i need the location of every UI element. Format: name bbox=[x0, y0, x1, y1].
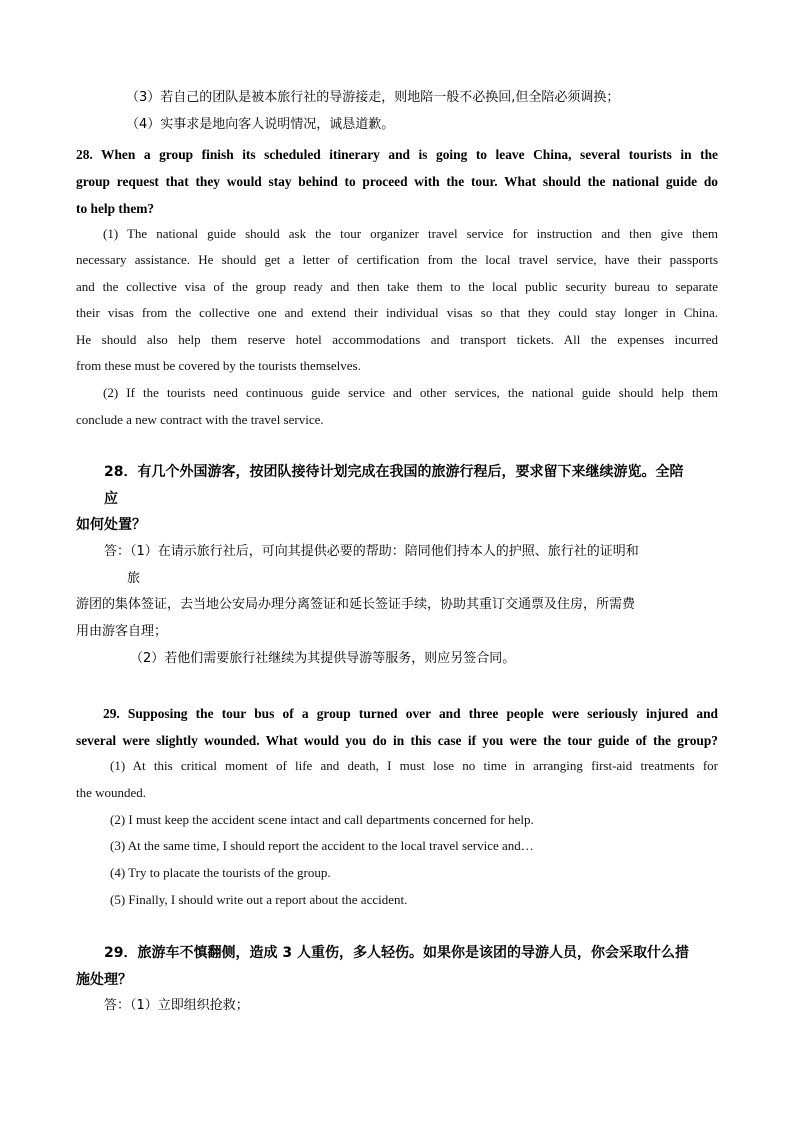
q28-zh-question-line-2: 如何处置？ bbox=[76, 517, 146, 533]
q28-zh-answer-line-1: 答：（1）在请示旅行社后，可向其提供必要的帮助：陪同他们持本人的护照、旅行社的证明和 bbox=[104, 544, 639, 559]
q29-en-answer-line-5: (4) Try to placate the tourists of the group. bbox=[110, 865, 331, 880]
q29-en-question-line-2: several were slightly wounded. What would you do in this case if you were the tour guide of the group? bbox=[76, 733, 718, 748]
q28-en-question-line-2: group request that they would stay behind to proceed with the tour. What should the national guide do bbox=[76, 174, 718, 189]
q29-zh-question-line-1: 29．旅游车不慎翻侧，造成 3 人重伤，多人轻伤。如果你是该团的导游人员，你会采取什么措 bbox=[104, 945, 689, 961]
q28-en-answer-line-7: (2) If the tourists need continuous guide service and other services, the national guide should help them bbox=[103, 385, 718, 400]
q29-en-answer-line-1: (1) At this critical moment of life and death, I must lose no time in arranging first-aid treatments for bbox=[110, 758, 718, 773]
q29-en-question-line-1: 29. Supposing the tour bus of a group turned over and three people were seriously injured and bbox=[103, 706, 718, 721]
q28-zh-question-line-1: 28．有几个外国游客，按团队接待计划完成在我国的旅游行程后，要求留下来继续游览。全陪 bbox=[104, 464, 684, 480]
item-3-text: （3）若自己的团队是被本旅行社的导游接走，则地陪一般不必换回,但全陪必须调换； bbox=[126, 90, 620, 105]
q28-en-answer-line-4: their visas from the collective one and extend their individual visas so that they could stay longer in China. bbox=[76, 305, 718, 320]
q28-en-answer-line-6: from these must be covered by the tourists themselves. bbox=[76, 358, 361, 373]
q28-en-answer-line-1: (1) The national guide should ask the tour organizer travel service for instruction and then give them bbox=[103, 226, 718, 241]
q28-zh-answer-line-3: 用由游客自理； bbox=[76, 624, 168, 639]
q29-en-answer-line-4: (3) At the same time, I should report the accident to the local travel service and… bbox=[110, 838, 534, 853]
q28-en-question-line-3: to help them? bbox=[76, 201, 155, 216]
q29-en-answer-line-3: (2) I must keep the accident scene intact and call departments concerned for help. bbox=[110, 812, 534, 827]
q29-en-answer-line-6: (5) Finally, I should write out a report about the accident. bbox=[110, 892, 408, 907]
q28-zh-question-line-1b: 应 bbox=[104, 491, 118, 507]
q28-en-question-line-1: 28. When a group finish its scheduled itinerary and is going to leave China, several tourists in the bbox=[76, 147, 718, 162]
q28-zh-answer-line-2: 游团的集体签证，去当地公安局办理分离签证和延长签证手续，协助其重订交通票及住房，所需费 bbox=[76, 597, 636, 612]
q29-en-answer-line-2: the wounded. bbox=[76, 785, 147, 800]
q28-zh-answer-line-1b: 旅 bbox=[127, 571, 141, 586]
q28-en-answer-line-5: He should also help them reserve hotel accommodations and transport tickets. All the expenses incurred bbox=[76, 332, 718, 347]
q29-zh-question-line-2: 施处理？ bbox=[76, 972, 132, 988]
q28-en-answer-line-2: necessary assistance. He should get a letter of certification from the local travel service, have their passports bbox=[76, 252, 718, 267]
q28-zh-answer-line-4: （2）若他们需要旅行社继续为其提供导游等服务，则应另签合同。 bbox=[130, 651, 516, 666]
q29-zh-answer-line-1: 答：（1）立即组织抢救； bbox=[104, 998, 249, 1013]
q28-en-answer-line-3: and the collective visa of the group ready and then take them to the local public security bureau to separate bbox=[76, 279, 718, 294]
q28-en-answer-line-8: conclude a new contract with the travel service. bbox=[76, 412, 324, 427]
item-4-text: （4）实事求是地向客人说明情况，诚恳道歉。 bbox=[126, 117, 395, 132]
